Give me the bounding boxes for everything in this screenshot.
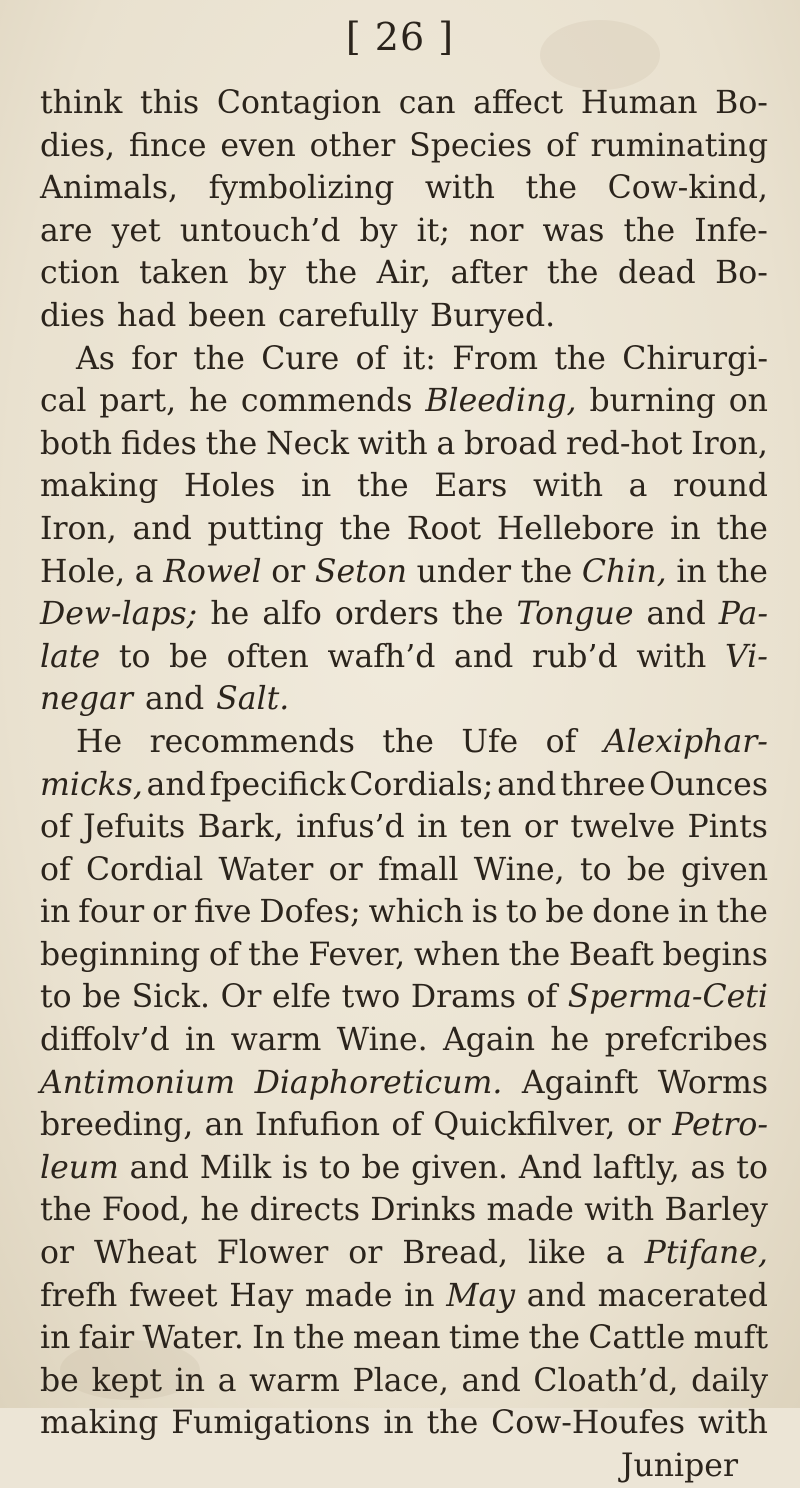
text-line: As for the Cure of it: From the Chirurgi- (76, 340, 768, 377)
text-line: cal part, he commends Bleeding, burning on (40, 383, 768, 420)
text-line: dies had been carefully Buryed. (40, 297, 556, 334)
text-line: dies, fince even other Species of ruminating (40, 127, 768, 164)
text-line: are yet untouch’d by it; nor was the Infe- (40, 212, 768, 249)
text-line: in four or five Dofes; which is to be done in the (40, 894, 768, 931)
text-line: Antimonium Diaphoreticum. Againft Worms (40, 1064, 768, 1101)
text-line: He recommends the Ufe of Alexiphar- (76, 723, 768, 760)
catchword: Juniper (620, 1448, 738, 1484)
text-line: micks, and fpecifick Cordials; and three Ounces (40, 766, 768, 803)
text-line: Hole, a Rowel or Seton under the Chin, in the (40, 553, 768, 590)
text-line: be kept in a warm Place, and Cloath’d, daily (40, 1362, 768, 1399)
body-text (40, 82, 768, 1488)
text-line: to be Sick. Or elfe two Drams of Sperma-Ceti (40, 979, 768, 1016)
text-line: or Wheat Flower or Bread, like a Ptifane, (40, 1235, 768, 1272)
text-line: both fides the Neck with a broad red-hot Iron, (40, 425, 768, 462)
text-line: of Jefuits Bark, infus’d in ten or twelve Pints (40, 809, 768, 846)
text-line: Animals, fymbolizing with the Cow-kind, (40, 170, 768, 207)
text-line: Dew-laps; he alfo orders the Tongue and Pa- (40, 596, 768, 633)
text-line: think this Contagion can affect Human Bo- (40, 85, 768, 121)
text-line: Iron, and putting the Root Hellebore in the (40, 510, 768, 547)
text-line: leum and Milk is to be given. And laftly, as to (40, 1149, 768, 1186)
text-line: late to be often wafh’d and rub’d with Vi- (40, 638, 768, 675)
text-line: in fair Water. In the mean time the Cattle muft (40, 1320, 768, 1357)
text-line: frefh fweet Hay made in May and macerated (40, 1277, 768, 1314)
text-line: of Cordial Water or fmall Wine, to be given (40, 851, 768, 888)
text-line: beginning of the Fever, when the Beaft begins (40, 936, 768, 973)
page-number: [ 26 ] (345, 15, 455, 59)
text-line: making Holes in the Ears with a round (40, 468, 768, 505)
text-line: making Fumigations in the Cow-Houfes with (40, 1405, 768, 1442)
text-line: breeding, an Infufion of Quickfilver, or Petro- (40, 1107, 768, 1144)
text-line: the Food, he directs Drinks made with Barley (40, 1192, 768, 1229)
text-line: ction taken by the Air, after the dead Bo- (40, 255, 768, 292)
text-line: negar and Salt. (40, 681, 290, 718)
text-line: diffolv’d in warm Wine. Again he prefcribes (40, 1022, 768, 1059)
